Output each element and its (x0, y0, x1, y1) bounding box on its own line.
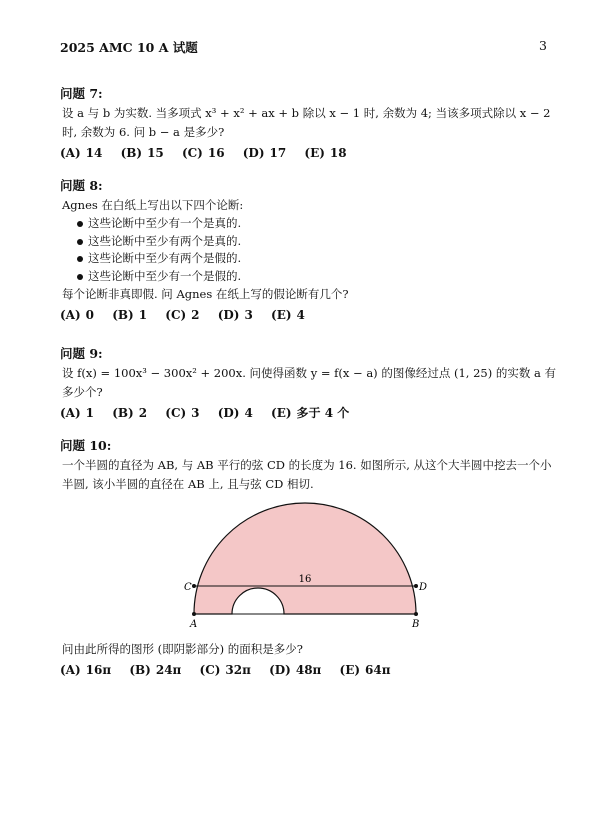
problem-10-question (60, 638, 560, 679)
problem-7 (60, 86, 560, 162)
choice-c[interactable]: (C) 16 (181, 146, 225, 160)
choice-c[interactable]: (C) 2 (165, 308, 200, 322)
problem-text-2: 每个论断非真即假. 问 Agnes 在纸上写的假论断有几个? (62, 287, 349, 301)
point-d (414, 584, 418, 588)
choice-a[interactable]: (A) 1 (60, 406, 95, 420)
statement-list (60, 215, 560, 285)
answer-choices (60, 661, 560, 679)
problem-title: 问题 8: (60, 178, 103, 193)
choice-d[interactable]: (D) 48π (269, 663, 322, 677)
choice-a[interactable]: (A) 16π (60, 663, 112, 677)
problem-text: 设 a 与 b 为实数. 当多项式 x³ + x² + ax + b 除以 x − 1 时, 余数为 4; 当该多项式除以 x − 2 时, 余数为 6. 问 b − a 是多少? (62, 106, 551, 139)
choice-d[interactable]: (D) 4 (217, 406, 253, 420)
choice-e[interactable]: (E) 多于 4 个 (271, 406, 350, 420)
page-number: 3 (539, 38, 547, 53)
choice-e[interactable]: (E) 64π (339, 663, 391, 677)
choice-b[interactable]: (B) 1 (112, 308, 148, 322)
problem-title: 问题 10: (60, 438, 112, 453)
question-text: 问由此所得的图形 (即阴影部分) 的面积是多少? (62, 642, 303, 656)
choice-b[interactable]: (B) 24π (129, 663, 182, 677)
semicircle-figure (180, 498, 430, 633)
choice-b[interactable]: (B) 15 (120, 146, 164, 160)
answer-choices (60, 306, 560, 324)
choice-e[interactable]: (E) 18 (304, 146, 347, 160)
shaded-region (194, 503, 416, 614)
problem-9 (60, 346, 560, 422)
problem-10 (60, 438, 560, 494)
answer-choices (60, 404, 560, 422)
point-b (414, 612, 418, 616)
statement-item: 这些论断中至少有一个是假的. (88, 268, 560, 286)
choice-c[interactable]: (C) 32π (199, 663, 251, 677)
choice-d[interactable]: (D) 17 (242, 146, 287, 160)
problem-title: 问题 9: (60, 346, 103, 361)
chord-length-label: 16 (298, 574, 312, 585)
statement-item: 这些论断中至少有一个是真的. (88, 215, 560, 233)
label-b: B (412, 619, 420, 630)
statement-item: 这些论断中至少有两个是假的. (88, 250, 560, 268)
choice-d[interactable]: (D) 3 (217, 308, 253, 322)
statement-item: 这些论断中至少有两个是真的. (88, 233, 560, 251)
choice-c[interactable]: (C) 3 (165, 406, 200, 420)
problem-8 (60, 178, 560, 324)
problem-title: 问题 7: (60, 86, 103, 101)
answer-choices (60, 144, 560, 162)
label-c: C (184, 582, 192, 593)
choice-a[interactable]: (A) 14 (60, 146, 103, 160)
problem-text: 一个半圆的直径为 AB, 与 AB 平行的弦 CD 的长度为 16. 如图所示, 从这个大半圆中挖去一个小半圆, 该小半圆的直径在 AB 上, 且与弦 CD 相切. (62, 458, 552, 491)
label-a: A (190, 619, 198, 630)
page-header (60, 38, 547, 56)
choice-b[interactable]: (B) 2 (112, 406, 148, 420)
point-a (192, 612, 196, 616)
label-d: D (419, 582, 428, 593)
choice-e[interactable]: (E) 4 (271, 308, 305, 322)
problem-text: Agnes 在白纸上写出以下四个论断: (62, 198, 244, 212)
choice-a[interactable]: (A) 0 (60, 308, 95, 322)
exam-title: 2025 AMC 10 A 试题 (60, 40, 198, 55)
problem-text: 设 f(x) = 100x³ − 300x² + 200x. 问使得函数 y = f(x − a) 的图像经过点 (1, 25) 的实数 a 有多少个? (62, 366, 557, 399)
point-c (192, 584, 196, 588)
